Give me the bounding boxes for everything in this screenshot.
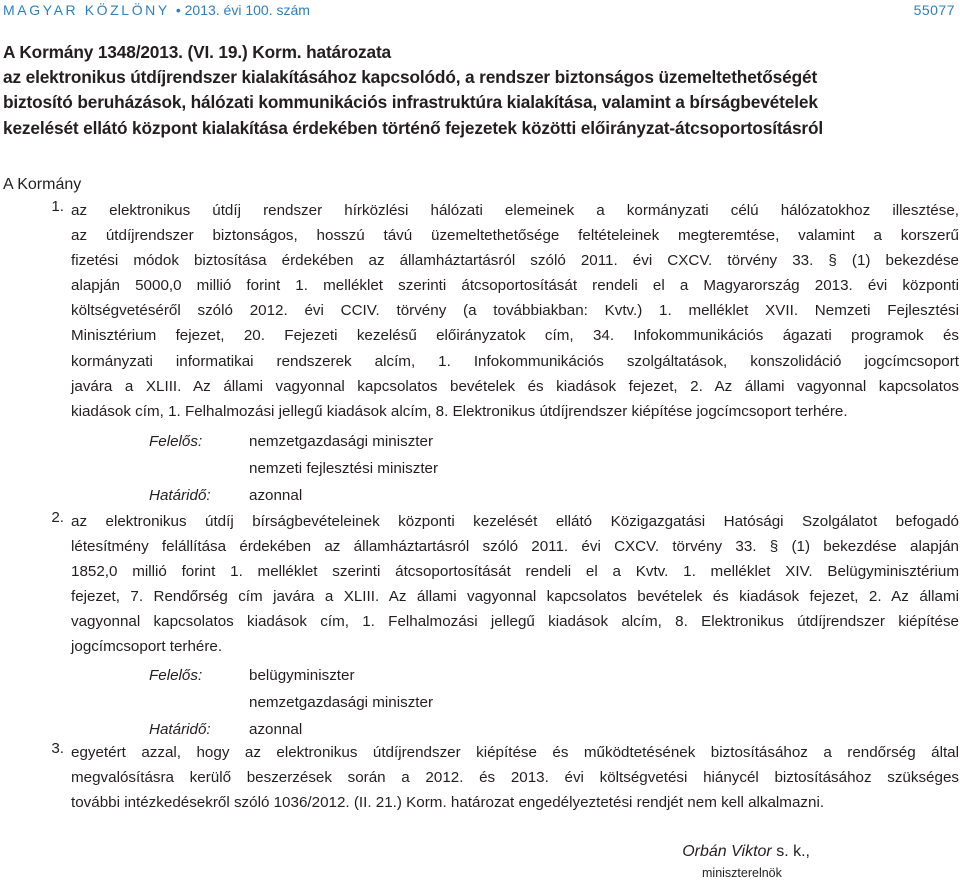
item-text-line: fizetési módok biztosítása érdekében az államháztartásról szóló 2011. évi CXCV. törvény 33. § (1) bekezdése (71, 252, 959, 270)
item-text-line: Minisztérium fejezet, 20. Fejezeti kezelésű előirányzatok cím, 34. Infokommunikációs ágazati programok és (71, 327, 959, 345)
running-head (3, 2, 955, 22)
item-number: 3. (51, 740, 64, 757)
item-text-line: 1852,0 millió forint 1. melléklet szerinti átcsoportosítását rendeli el a Kvtv. 1. melléklet XIV. Belügyminisztérium (71, 563, 959, 581)
item-number: 2. (51, 509, 64, 526)
page-number: 55077 (913, 2, 955, 18)
item-text-line: megvalósításra kerülő beszerzések során a 2012. és 2013. évi költségvetési hiánycél biztosításához szükséges (71, 769, 959, 787)
decision-title (3, 40, 957, 141)
item-text-line: az útdíjrendszer biztonságos, hosszú távú üzemeltethetősége feltételeinek megteremtése, valamint a korszerű (71, 227, 959, 245)
item-text-line: kormányzati informatikai rendszerek alcím, 1. Infokommunikációs szolgáltatások, konszolidáció jogcímcsoport (71, 352, 959, 370)
item-text-line: létesítmény felállítása érdekében az államháztartásról szóló 2011. évi CXCV. törvény 33. § (1) bekezdése alapján (71, 538, 959, 556)
responsible-person: belügyminiszter (249, 667, 355, 684)
responsible-person: nemzetgazdasági miniszter (249, 433, 434, 450)
item-text-line: vagyonnal kapcsolatos kiadások cím, 1. Felhalmozási jellegű kiadások alcím, 8. Elektronikus útdíjrendszer kiépítése (71, 613, 959, 631)
responsible-person: nemzetgazdasági miniszter (249, 694, 434, 711)
deadline-label: Határidő: (149, 487, 211, 504)
item-text-line: egyetért azzal, hogy az elektronikus útdíjrendszer kiépítése és működtetésének biztosításához a rendőrség által (71, 744, 959, 761)
item-text-line: jogcímcsoport terhére. (71, 638, 223, 656)
item-text-line: az elektronikus útdíj rendszer hírközlési hálózati elemeinek a kormányzati célú hálózatokhoz illesztése, (71, 202, 959, 219)
signatory-name: Orbán Viktor (682, 843, 772, 860)
decision-title-line: biztosító beruházások, hálózati kommunikációs infrastruktúra kialakítása, valamint a bírságbevételek (3, 92, 818, 113)
item-text-line: költségvetéséről szóló 2012. évi CCIV. törvény (a továbbiakban: Kvtv.) 1. melléklet XVII. Nemzeti Fejlesztési (71, 302, 959, 320)
decision-title-line: az elektronikus útdíjrendszer kialakításához kapcsolódó, a rendszer biztonságos üzemeltethetőségét (3, 67, 818, 88)
issuer: A Kormány (3, 176, 82, 193)
item-text-line: az elektronikus útdíj bírságbevételeinek központi kezelését ellátó Közigazgatási Hatósági Szolgálatot befogadó (71, 513, 959, 530)
deadline-value: azonnal (249, 487, 303, 504)
item-text-line: kiadások cím, 1. Felhalmozási jellegű kiadások alcím, 8. Elektronikus útdíjrendszer kiépítése jogcímcsoport terhére. (71, 402, 848, 420)
item-text-line: további intézkedésekről szóló 1036/2012. (II. 21.) Korm. határozat engedélyeztetési rendjét nem kell alkalmazni. (71, 794, 825, 812)
signature-suffix: s. k., (771, 843, 810, 860)
issue-info: • 2013. évi 100. szám (175, 2, 310, 18)
signatory-title: miniszterelnök (702, 866, 782, 880)
responsible-person: nemzeti fejlesztési miniszter (249, 460, 439, 477)
decision-title-line: kezelését ellátó központ kialakítása érdekében történő fejezetek közötti előirányzat-átcsoportosításról (3, 117, 824, 138)
responsible-label: Felelős: (149, 667, 203, 684)
item-text-line: javára a XLIII. Az állami vagyonnal kapcsolatos bevételek és kiadások fejezet, 2. Az állami vagyonnal kapcsolatos (71, 377, 959, 395)
decision-item-3 (51, 740, 959, 815)
item-text-line: alapján 5000,0 millió forint 1. melléklet szerinti átcsoportosítását rendeli el a Magyarország 2013. évi központi (71, 277, 959, 295)
journal-name: MAGYAR KÖZLÖNY (3, 2, 170, 18)
signature (682, 843, 810, 861)
item-text-line: fejezet, 7. Rendőrség cím javára a XLIII. Az állami vagyonnal kapcsolatos bevételek és kiadások fejezet, 2. Az állami (71, 588, 959, 606)
item-number: 1. (51, 198, 64, 215)
deadline-label: Határidő: (149, 721, 211, 738)
decision-item-1 (51, 198, 959, 424)
decision-title-line: A Kormány 1348/2013. (VI. 19.) Korm. határozata (3, 42, 392, 62)
deadline-value: azonnal (249, 721, 303, 738)
decision-item-2 (51, 509, 959, 660)
responsible-label: Felelős: (149, 433, 203, 450)
